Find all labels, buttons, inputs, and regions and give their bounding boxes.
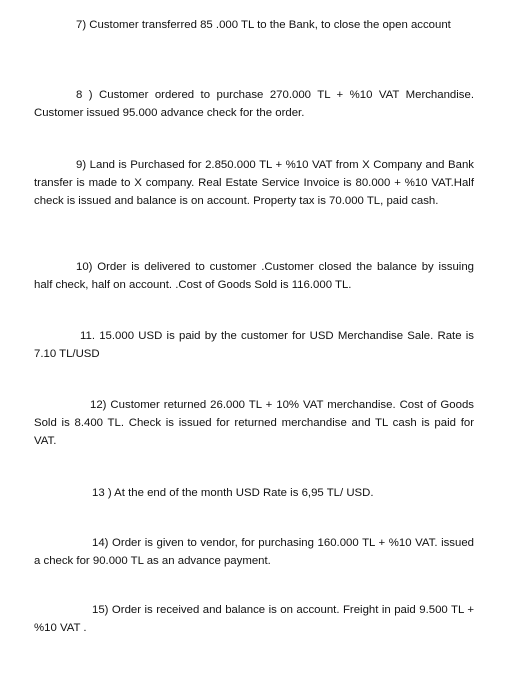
transaction-item-9: 9) Land is Purchased for 2.850.000 TL + %10 VAT from X Company and Bank transfer is made to X company. Real Estate Service Invoice is 80.000 + %10 VAT.Half check is issued and balance is on account. Property tax is 70.000 TL, paid cash.	[34, 159, 474, 207]
transaction-item-10: 10) Order is delivered to customer .Customer closed the balance by issuing half check, half on account. .Cost of Goods Sold is 116.000 TL.	[34, 261, 474, 291]
transaction-item-11: 11. 15.000 USD is paid by the customer for USD Merchandise Sale. Rate is 7.10 TL/USD	[34, 330, 474, 360]
transaction-item-13: 13 ) At the end of the month USD Rate is 6,95 TL/ USD.	[92, 487, 374, 499]
transaction-item-14: 14) Order is given to vendor, for purchasing 160.000 TL + %10 VAT. issued a check for 90.000 TL as an advance payment.	[34, 537, 474, 567]
transaction-item-15: 15) Order is received and balance is on account. Freight in paid 9.500 TL + %10 VAT .	[34, 604, 474, 634]
transaction-item-12: 12) Customer returned 26.000 TL + 10% VAT merchandise. Cost of Goods Sold is 8.400 TL. Check is issued for returned merchandise and TL cash is paid for VAT.	[34, 399, 474, 447]
transaction-item-8: 8 ) Customer ordered to purchase 270.000 TL + %10 VAT Merchandise. Customer issued 95.000 advance check for the order.	[34, 89, 474, 119]
transaction-item-7: 7) Customer transferred 85 .000 TL to the Bank, to close the open account	[76, 19, 451, 31]
